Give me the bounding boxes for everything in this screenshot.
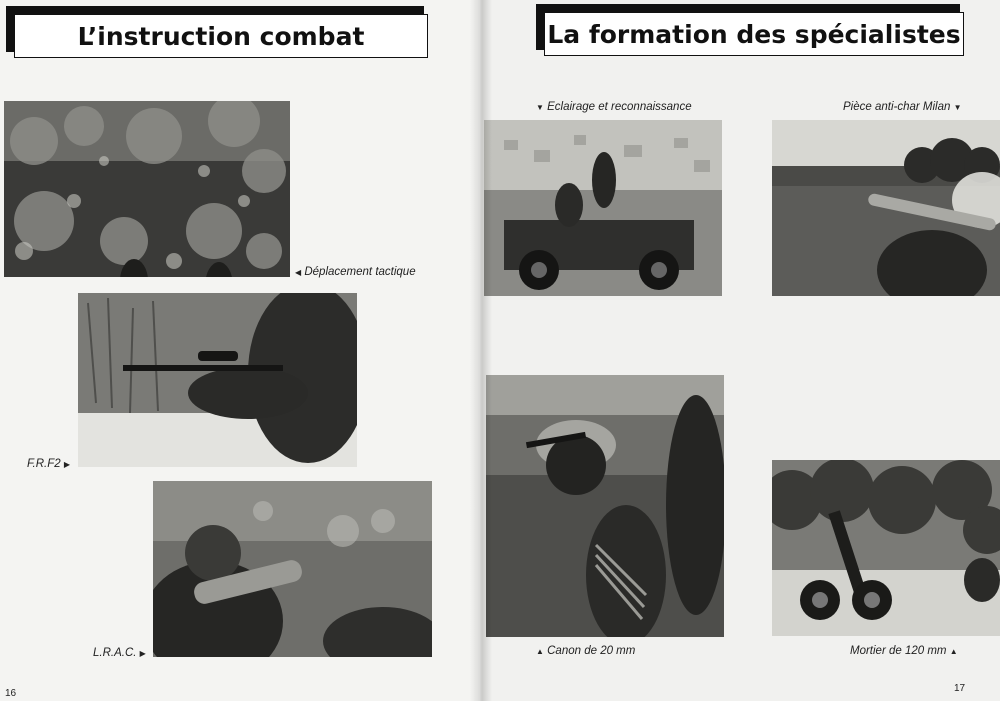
photo-deplacement-tactique [4,101,290,277]
caption-eclairage [536,101,692,113]
left-page-title: L’instruction combat [14,14,428,58]
pointer-down-icon: ▼ [953,103,962,112]
caption-milan [843,101,962,113]
caption-text: Mortier de 120 mm [850,645,947,657]
photo-lrac [153,481,432,657]
photo-piece-anti-char-milan [772,120,1000,296]
page-number-left: 16 [5,688,17,699]
caption-frf2 [27,458,70,470]
left-page [0,0,480,701]
pointer-down-icon: ▼ [536,103,544,112]
caption-deplacement-tactique [295,266,416,278]
photo-eclairage-reconnaissance [484,120,722,296]
caption-canon-20mm [536,645,635,657]
right-page [480,0,1000,701]
pointer-left-icon: ◀ [295,268,302,277]
pointer-up-icon: ▲ [536,647,544,656]
right-page-title-block [536,4,968,60]
caption-mortier-120mm [850,645,958,657]
caption-lrac [93,647,146,659]
caption-text: Pièce anti-char Milan [843,101,951,113]
book-gutter [470,0,492,701]
right-page-title: La formation des spécialistes [544,12,964,56]
pointer-right-icon: ▶ [63,460,71,469]
photo-canon-20mm [486,375,724,637]
page-number-right: 17 [954,683,966,694]
caption-text: F.R.F2 [27,458,61,470]
pointer-right-icon: ▶ [139,649,146,658]
caption-text: Canon de 20 mm [547,645,636,657]
photo-frf2 [78,293,357,467]
left-page-title-block [6,6,430,62]
caption-text: Eclairage et reconnaissance [547,101,692,113]
pointer-up-icon: ▲ [949,647,958,656]
caption-text: Déplacement tactique [304,266,416,278]
caption-text: L.R.A.C. [93,647,137,659]
photo-mortier-120mm [772,460,1000,636]
